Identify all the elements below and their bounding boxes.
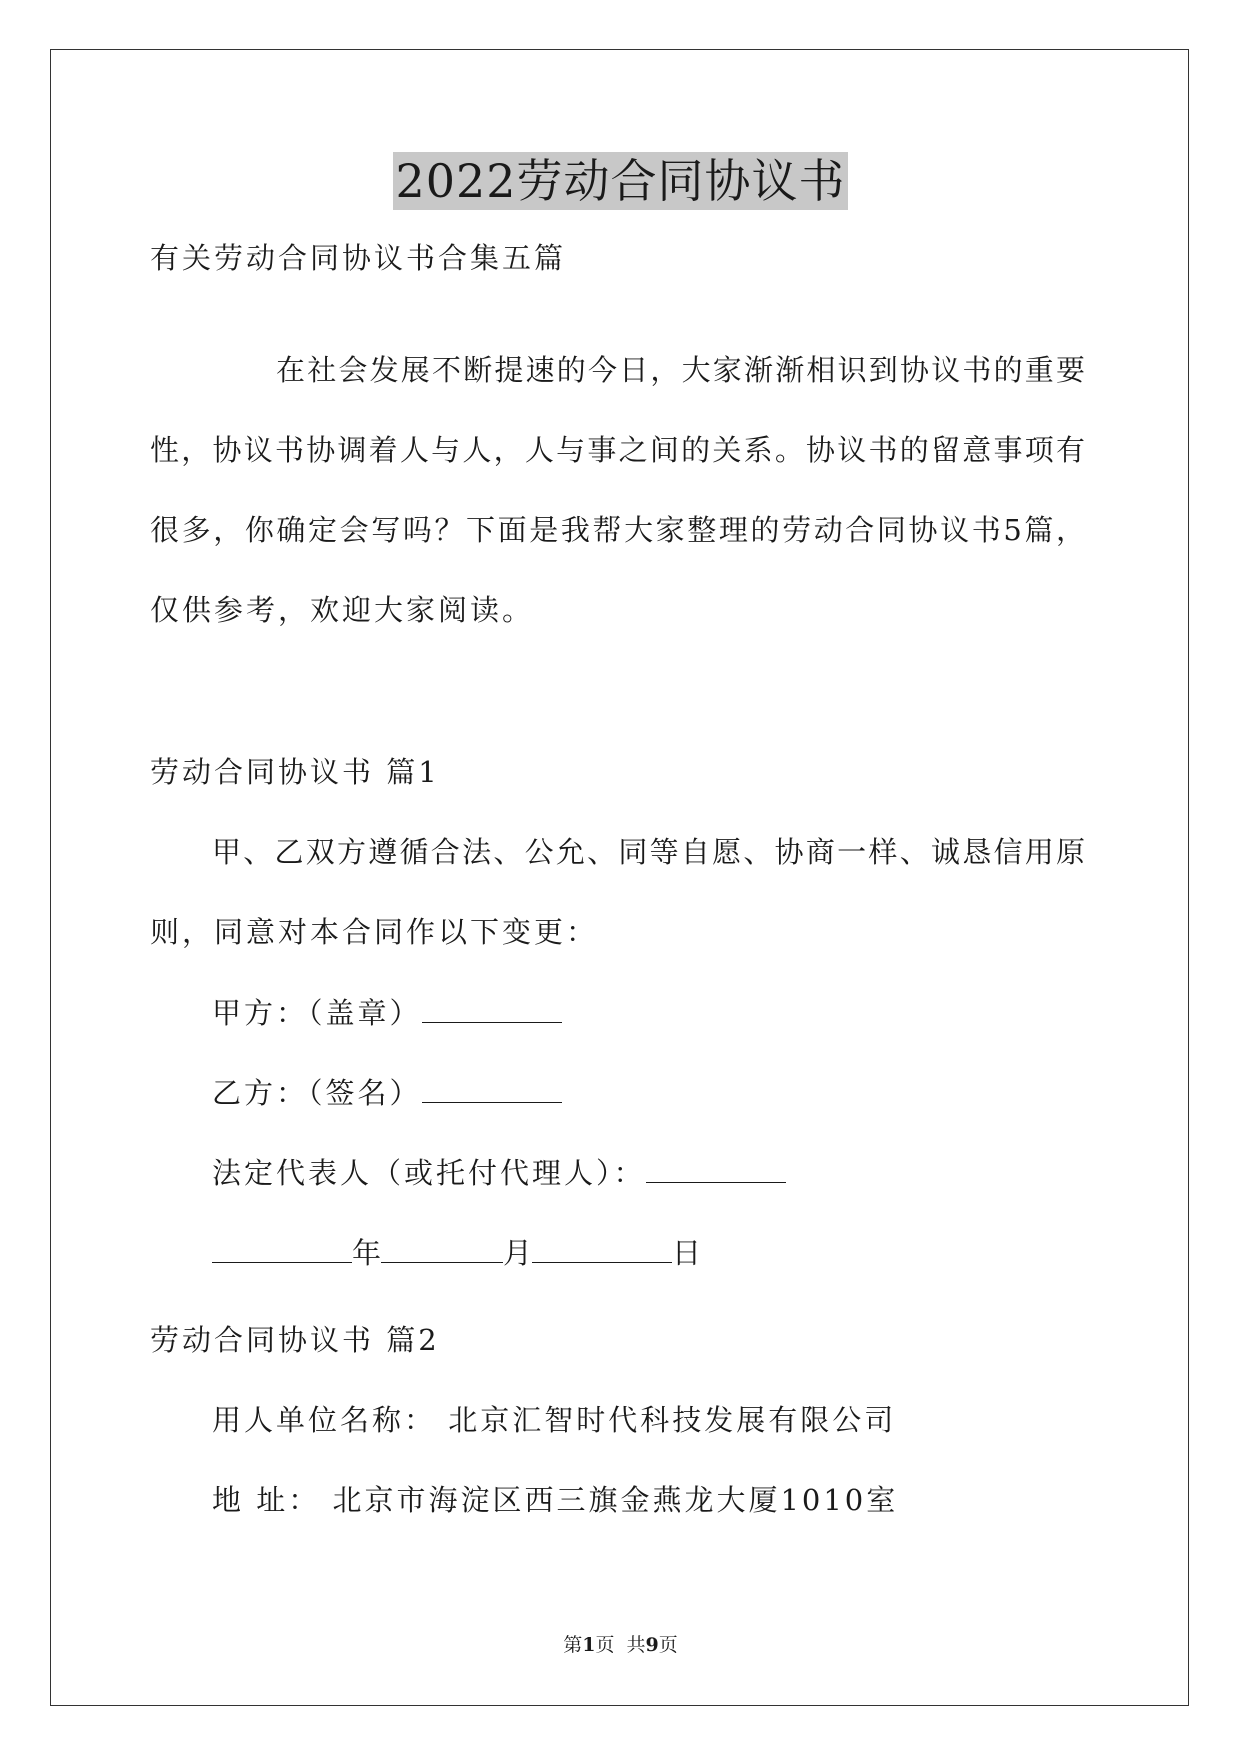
page-current: 1: [582, 1634, 596, 1656]
employer-value: 北京汇智时代科技发展有限公司: [448, 1403, 897, 1437]
intro-line-4: 仅供参考，欢迎大家阅读。: [150, 593, 535, 627]
party-a-line: [212, 992, 562, 1033]
date-day-label: 日: [672, 1236, 702, 1270]
party-a-label: 甲方：（盖章）: [212, 996, 422, 1030]
address-label: 地 址：: [212, 1483, 321, 1517]
document-title: 2022劳动合同协议书: [395, 154, 846, 208]
page-prefix: 第: [563, 1634, 583, 1656]
address-line: [212, 1480, 898, 1520]
date-month-blank: [381, 1232, 503, 1263]
address-value: 北京市海淀区西三旗金燕龙大厦1010室: [332, 1483, 899, 1517]
employer-label: 用人单位名称：: [212, 1403, 437, 1437]
page-mid: 页 共: [595, 1634, 646, 1656]
date-month-label: 月: [503, 1236, 533, 1270]
employer-line: [212, 1400, 896, 1440]
intro-line-2: 性，协议书协调着人与人，人与事之间的关系。协议书的留意事项有: [150, 433, 1085, 467]
representative-label: 法定代表人（或托付代理人）：: [212, 1156, 646, 1190]
section1-body-line-2: 则，同意对本合同作以下变更：: [150, 915, 599, 949]
page-total: 9: [645, 1634, 659, 1656]
party-b-label: 乙方：（签名）: [212, 1076, 422, 1110]
section1-heading: 劳动合同协议书 篇1: [150, 755, 440, 789]
page-border: [50, 49, 1189, 1706]
intro-line-1: 在社会发展不断提速的今日，大家渐渐相识到协议书的重要: [276, 353, 1085, 387]
section1-body-line-1: 甲、乙双方遵循合法、公允、同等自愿、协商一样、诚恳信用原: [212, 835, 1085, 869]
representative-signature-blank: [646, 1152, 786, 1183]
page-suffix: 页: [658, 1634, 678, 1656]
date-line: [212, 1232, 701, 1273]
document-subtitle: 有关劳动合同协议书合集五篇: [150, 241, 567, 275]
section2-heading: 劳动合同协议书 篇2: [150, 1323, 440, 1357]
party-a-signature-blank: [422, 992, 562, 1023]
party-b-line: [212, 1072, 562, 1113]
date-year-blank: [212, 1232, 352, 1263]
party-b-signature-blank: [422, 1072, 562, 1103]
representative-line: [212, 1152, 786, 1193]
date-year-label: 年: [352, 1236, 382, 1270]
page-footer: [0, 1632, 1241, 1658]
title-container: [0, 152, 1241, 210]
date-day-blank: [532, 1232, 672, 1263]
intro-line-3: 很多，你确定会写吗？下面是我帮大家整理的劳动合同协议书5篇，: [150, 513, 1085, 547]
